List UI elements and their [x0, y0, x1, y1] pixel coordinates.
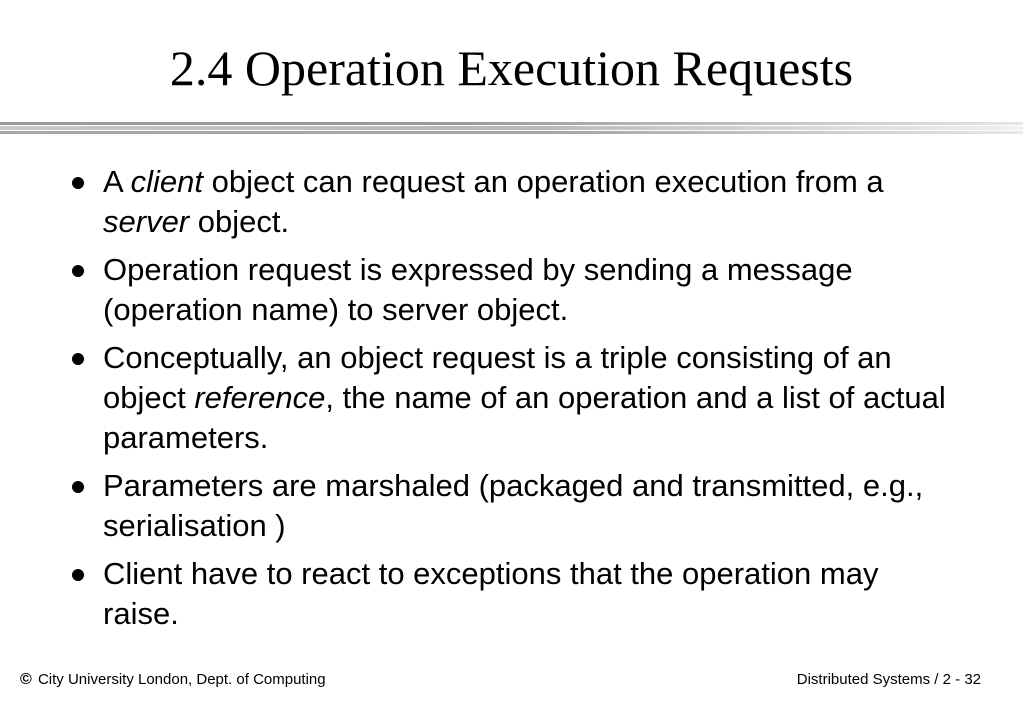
bullet-text-segment: object. [189, 204, 290, 239]
title-divider-band [0, 122, 1023, 125]
bullet-dot-icon [72, 265, 84, 277]
slide-title: 2.4 Operation Execution Requests [169, 40, 854, 96]
bullet-text-segment: Parameters are marshaled (packaged and transmitted, e.g., serialisation ) [103, 468, 924, 543]
bullet-dot-icon [72, 569, 84, 581]
bullet-item [70, 338, 950, 458]
bullet-dot-icon [72, 481, 84, 493]
footer-left [20, 670, 326, 690]
bullet-text-segment: Client have to react to exceptions that the operation may raise. [103, 556, 879, 631]
bullet-item [70, 466, 950, 546]
title-divider-band [0, 131, 1023, 134]
bullet-text [103, 252, 853, 327]
bullet-item [70, 250, 950, 330]
bullet-item [70, 162, 950, 242]
bullet-text [103, 340, 946, 455]
copyright-icon: © [20, 671, 32, 688]
title-divider [0, 122, 1023, 136]
bullet-dot-icon [72, 177, 84, 189]
bullet-text [103, 556, 878, 631]
title-divider-band [0, 126, 1023, 130]
bullet-text-emphasis: client [130, 164, 203, 199]
bullet-item [70, 554, 950, 634]
bullet-list [70, 162, 950, 642]
bullet-text [103, 468, 923, 543]
bullet-text-segment: , the name of an operation and a list of actual parameters. [103, 380, 946, 455]
footer-institution: City University London, Dept. of Computing [37, 671, 326, 688]
bullet-text-segment: Conceptually, an object request is a triple consisting of an object [103, 340, 892, 415]
bullet-text-emphasis: server [103, 204, 190, 239]
bullet-text-emphasis: reference [194, 380, 326, 415]
bullet-text-segment: object can request an operation execution from a [202, 164, 884, 199]
footer-page-label: Distributed Systems / 2 - 32 [796, 671, 981, 688]
bullet-dot-icon [72, 353, 84, 365]
bullet-text [103, 164, 884, 239]
bullet-text-segment: Operation request is expressed by sending a message (operation name) to server object. [103, 252, 853, 327]
bullet-text-segment: A [103, 164, 131, 199]
